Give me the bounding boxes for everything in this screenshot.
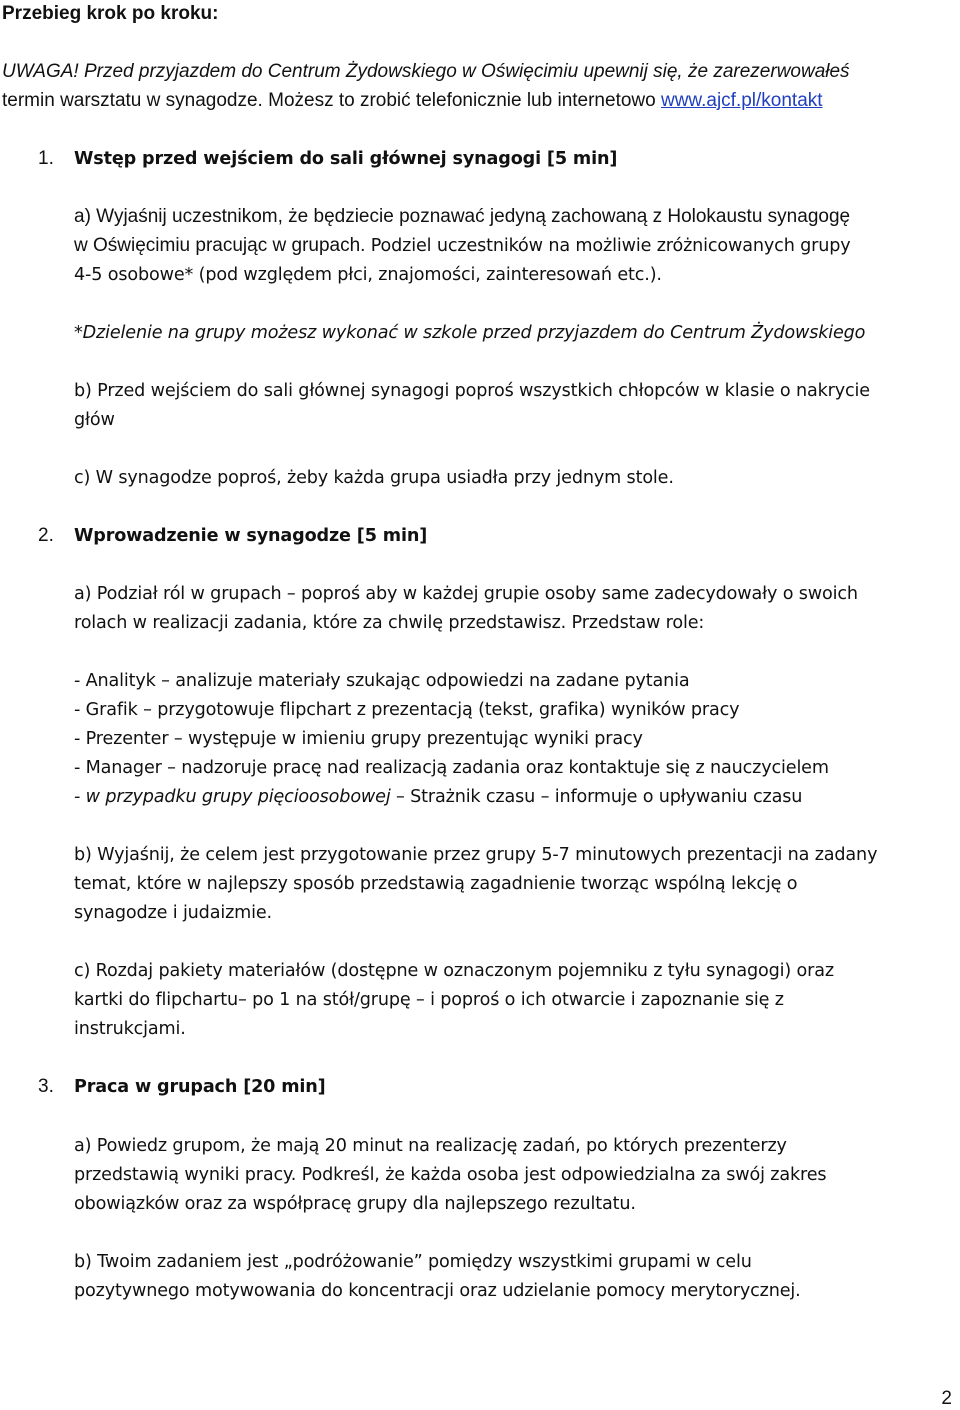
section-1-c-line-1: c) W synagodze poproś, żeby każda grupa usiadła przy jednym stole. [74, 468, 674, 488]
section-2-number: 2. [38, 525, 54, 546]
contact-link[interactable]: www.ajcf.pl/kontakt [660, 90, 823, 111]
section-1-b-line-2: głów [74, 410, 115, 430]
warning-line-1: UWAGA! Przed przyjazdem do Centrum Żydowskiego w Oświęcimiu upewnij się, że zarezerwowałeś [2, 61, 850, 82]
section-3-b-line-2: pozytywnego motywowania do koncentracji oraz udzielanie pomocy merytorycznej. [74, 1281, 801, 1301]
section-2-a-line-1: a) Podział ról w grupach – poproś aby w każdej grupie osoby same zadecydowały o swoich [74, 584, 858, 604]
section-3-title: Praca w grupach [20 min] [74, 1077, 326, 1097]
section-1-a-line-1: a) Wyjaśnij uczestnikom, że będziecie poznawać jedyną zachowaną z Holokaustu synagogę [74, 206, 851, 227]
section-3-b-line-1: b) Twoim zadaniem jest „podróżowanie” pomiędzy wszystkimi grupami w celu [74, 1252, 752, 1272]
section-2-c-line-3: instrukcjami. [74, 1019, 186, 1039]
section-2-a-line-2: rolach w realizacji zadania, które za chwilę przedstawisz. Przedstaw role: [74, 613, 705, 633]
section-3-a-line-1: a) Powiedz grupom, że mają 20 minut na realizację zadań, po których prezenterzy [74, 1136, 787, 1156]
section-1-b-line-1: b) Przed wejściem do sali głównej synagogi poproś wszystkich chłopców w klasie o nakrycie [74, 381, 870, 401]
section-3-a-line-3: obowiązków oraz za współpracę grupy dla najlepszego rezultatu. [74, 1194, 636, 1214]
section-1-title: Wstęp przed wejściem do sali głównej synagogi [5 min] [74, 149, 618, 169]
section-1-a-line-3: 4-5 osobowe* (pod względem płci, znajomości, zainteresowań etc.). [74, 265, 662, 285]
warning-line-2 [2, 90, 823, 112]
section-2-b-line-2: temat, które w najlepszy sposób przedstawią zagadnienie tworząc wspólną lekcję o [74, 874, 798, 894]
page-number: 2 [941, 1388, 952, 1409]
section-2-b-line-3: synagodze i judaizmie. [74, 903, 272, 923]
section-1-a-line-2-part-1: w Oświęcimiu pracując w grupach. [74, 235, 371, 256]
section-2-c-line-2: kartki do flipchartu– po 1 na stół/grupę – i poproś o ich otwarcie i zapoznanie się z [74, 990, 784, 1010]
role-5-condition: - w przypadku grupy pięcioosobowej [74, 787, 391, 807]
role-5-description: – Strażnik czasu – informuje o upływaniu czasu [390, 787, 803, 807]
role-prezenter: - Prezenter – występuje w imieniu grupy prezentując wyniki pracy [74, 729, 643, 749]
section-2-c-line-1: c) Rozdaj pakiety materiałów (dostępne w oznaczonym pojemniku z tyłu synagogi) oraz [74, 961, 834, 981]
section-1-note: *Dzielenie na grupy możesz wykonać w szkole przed przyjazdem do Centrum Żydowskiego [74, 323, 866, 343]
section-1-a-line-2-part-2: Podziel uczestników na możliwie zróżnicowanych grupy [370, 236, 851, 256]
section-2-b-line-1: b) Wyjaśnij, że celem jest przygotowanie przez grupy 5-7 minutowych prezentacji na zadany [74, 845, 878, 865]
section-3-number: 3. [38, 1076, 54, 1097]
section-3-a-line-2: przedstawią wyniki pracy. Podkreśl, że każda osoba jest odpowiedzialna za swój zakres [74, 1165, 827, 1185]
section-2-title: Wprowadzenie w synagodze [5 min] [74, 526, 428, 546]
role-straznik-czasu [74, 786, 802, 808]
warning-line-2-text: termin warsztatu w synagodze. Możesz to zrobić telefonicznie lub internetowo [2, 90, 656, 111]
role-manager: - Manager – nadzoruje pracę nad realizacją zadania oraz kontaktuje się z nauczycielem [74, 758, 829, 778]
role-analityk: - Analityk – analizuje materiały szukając odpowiedzi na zadane pytania [74, 671, 690, 691]
page-heading: Przebieg krok po kroku: [2, 3, 219, 24]
section-1-a-line-2 [74, 235, 851, 257]
role-grafik: - Grafik – przygotowuje flipchart z prezentacją (tekst, grafika) wyników pracy [74, 700, 740, 720]
section-1-number: 1. [38, 148, 54, 169]
